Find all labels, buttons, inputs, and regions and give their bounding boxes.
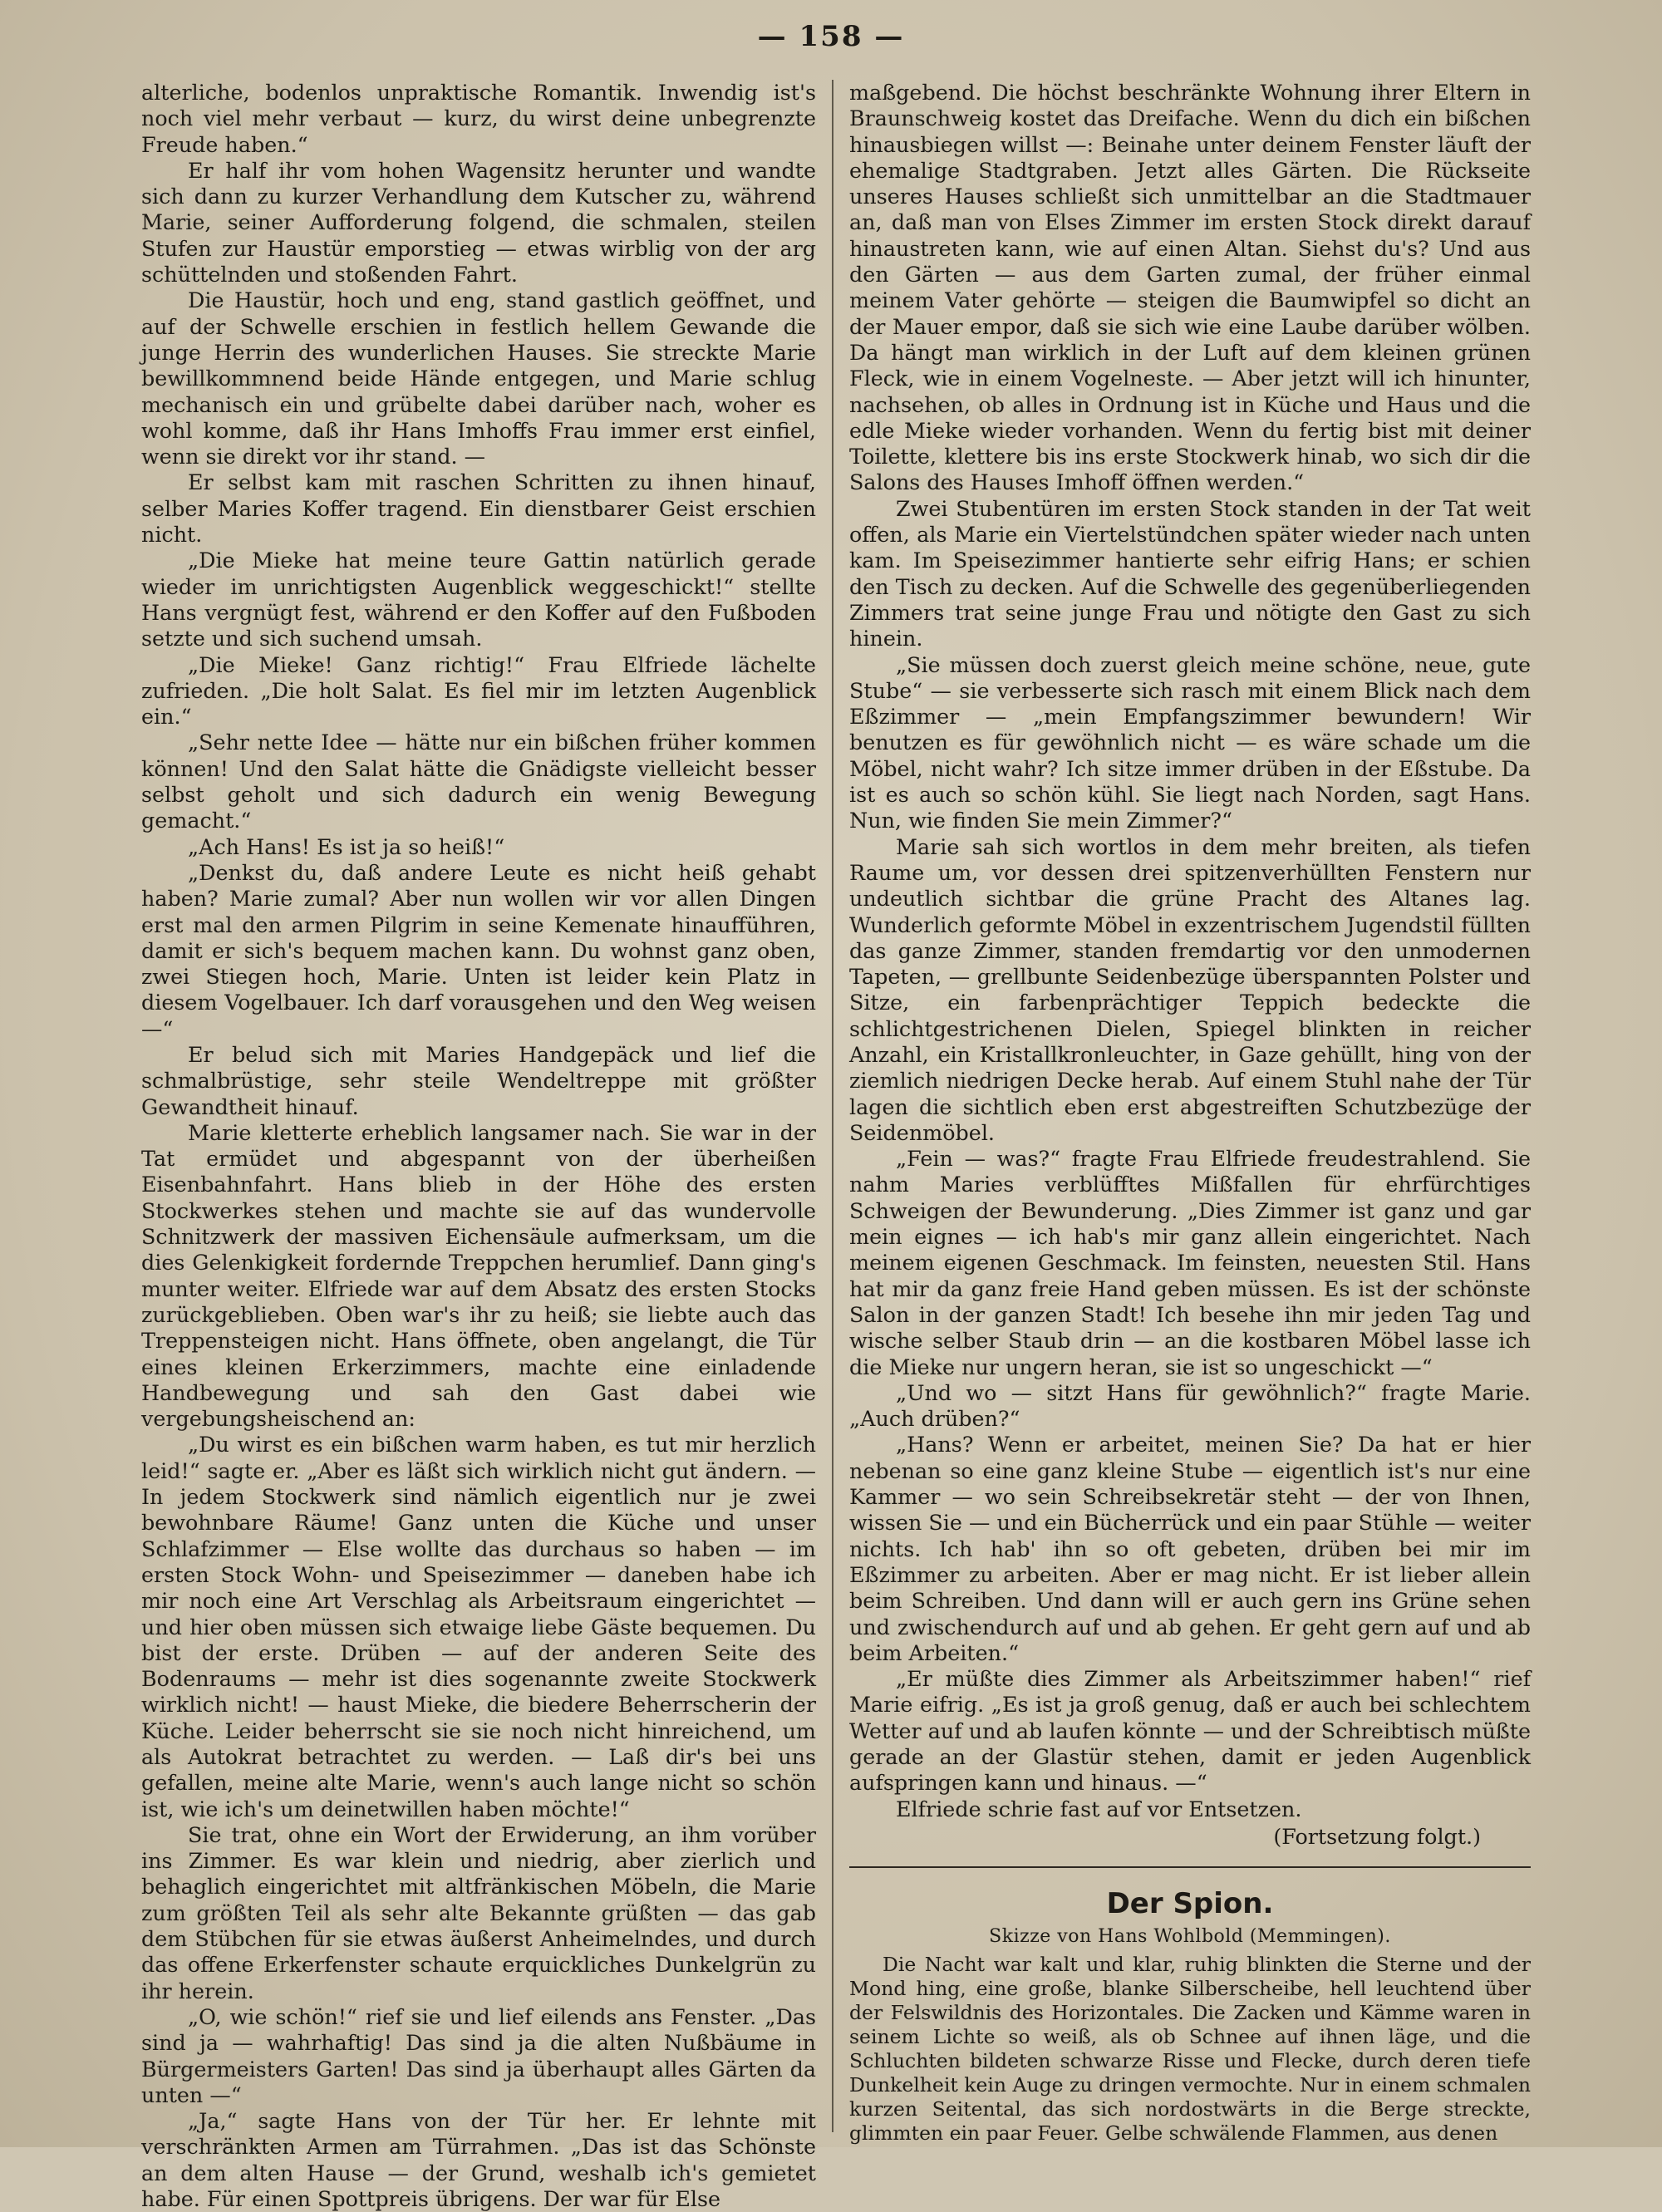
paragraph: „Denkst du, daß andere Leute es nicht heiß gehabt haben? Marie zumal? Aber nun wollen wir vor allen Dingen erst mal den armen Pilgrim in seine Kemenate hinaufführen, damit er sich's bequem machen kann. Du wohnst ganz oben, zwei Stiegen hoch, Marie. Unten ist leider kein Platz in diesem Vogelbauer. Ich darf vorausgehen und den Weg weisen —“ bbox=[141, 859, 816, 1041]
paragraph: Er selbst kam mit raschen Schritten zu ihnen hinauf, selber Maries Koffer tragend. Ein dienstbarer Geist erschien nicht. bbox=[141, 469, 816, 548]
paragraph: „Die Mieke! Ganz richtig!“ Frau Elfriede lächelte zufrieden. „Die holt Salat. Es fiel mir im letzten Augenblick ein.“ bbox=[141, 651, 816, 730]
paragraph: Marie kletterte erheblich langsamer nach. Sie war in der Tat ermüdet und abgespannt von der überheißen Eisenbahnfahrt. Hans blieb in der Höhe des ersten Stockwerkes stehen und machte sie auf das wundervolle Schnitzwerk der massiven Eichensäule aufmerksam, um die dies Gelenkigkeit fordernde Treppchen herumlief. Dann ging's munter weiter. Elfriede war auf dem Absatz des ersten Stocks zurückgeblieben. Oben war's ihr zu heiß; sie liebte auch das Treppensteigen nicht. Hans öffnete, oben angelangt, die Tür eines kleinen Erkerzimmers, machte eine einladende Handbewegung und sah den Gast dabei wie vergebungsheischend an: bbox=[141, 1119, 816, 1432]
paragraph: „Sehr nette Idee — hätte nur ein bißchen früher kommen können! Und den Salat hätte die Gnädigste vielleicht besser selbst geholt und sich dadurch ein wenig Bewegung gemacht.“ bbox=[141, 730, 816, 833]
paragraph: Sie trat, ohne ein Wort der Erwiderung, an ihm vorüber ins Zimmer. Es war klein und niedrig, aber zierlich und behaglich eingerichtet mit altfränkischen Möbeln, die Marie zum größten Teil als sehr alte Bekannte grüßten — das gab dem Stübchen für sie etwas äußerst Anheimelndes, und durch das offene Erkerfenster schaute erquickliches Dunkelgrün zu ihr herein. bbox=[141, 1821, 816, 2003]
paragraph: Marie sah sich wortlos in dem mehr breiten, als tiefen Raume um, vor dessen drei spitzenverhüllten Fenstern nur undeutlich sichtbar die grüne Pracht des Altanes lag. Wunderlich geformte Möbel in exzentrischem Jugendstil füllten das ganze Zimmer, standen fremdartig vor den unmodernen Tapeten, — grellbunte Seidenbezüge überspannten Polster und Sitze, ein farbenprächtiger Teppich bedeckte die schlichtgestrichenen Dielen, Spiegel blinkten in reicher Anzahl, ein Kristallkronleuchter, in Gaze gehüllt, hing von der ziemlich niedrigen Decke herab. Auf einem Stuhl nahe der Tür lagen die sichtlich eben erst abgestreiften Schutzbezüge der Seidenmöbel. bbox=[849, 833, 1531, 1145]
paragraph: „Die Mieke hat meine teure Gattin natürlich gerade wieder im unrichtigsten Augenblick weggeschickt!“ stellte Hans vergnügt fest, während er den Koffer auf den Fußboden setzte und sich suchend umsah. bbox=[141, 548, 816, 651]
continued-note: (Fortsetzung folgt.) bbox=[1273, 1823, 1481, 1849]
paragraph: Zwei Stubentüren im ersten Stock standen in der Tat weit offen, als Marie ein Viertelstündchen später wieder nach unten kam. Im Speisezimmer hantierte sehr eifrig Hans; er schien den Tisch zu decken. Auf die Schwelle des gegenüberliegenden Zimmers trat seine junge Frau und nötigte den Gast zu sich hinein. bbox=[849, 495, 1531, 651]
story-title: Der Spion. bbox=[1106, 1887, 1274, 1921]
paragraph: alterliche, bodenlos unpraktische Romantik. Inwendig ist's noch viel mehr verbaut — kurz, du wirst deine unbegrenzte Freude haben.“ bbox=[141, 80, 816, 157]
paragraph: Er belud sich mit Maries Handgepäck und lief die schmalbrüstige, sehr steile Wendeltreppe mit größter Gewandtheit hinauf. bbox=[141, 1041, 816, 1119]
paragraph: „Du wirst es ein bißchen warm haben, es tut mir herzlich leid!“ sagte er. „Aber es läßt sich wirklich nicht gut ändern. — In jedem Stockwerk sind nämlich eigentlich nur je zwei bewohnbare Räume! Ganz unten die Küche und unser Schlafzimmer — Else wollte das durchaus so haben — im ersten Stock Wohn- und Speisezimmer — daneben habe ich mir noch eine Art Verschlag als Arbeitsraum eingerichtet — und hier oben müssen sich etwaige liebe Gäste bequemen. Du bist der erste. Drüben — auf der anderen Seite des Bodenraums — mehr ist dies sogenannte zweite Stockwerk wirklich nicht! — haust Mieke, die biedere Beherrscherin der Küche. Leider beherrscht sie sie noch nicht hinreichend, um als Autokrat betrachtet zu werden. — Laß dir's bei uns gefallen, meine alte Marie, wenn's auch lange nicht so schön ist, wie ich's um deinetwillen haben möchte!“ bbox=[141, 1432, 816, 1821]
story-body bbox=[849, 1953, 1531, 2146]
paragraph: „Hans? Wenn er arbeitet, meinen Sie? Da hat er hier nebenan so eine ganz kleine Stube — eigentlich ist's nur eine Kammer — wo sein Schreibsekretär steht — der von Ihnen, wissen Sie — und ein Bücherrück und ein paar Stühle — weiter nichts. Ich hab' ihn so oft gebeten, drüben bei mir im Eßzimmer zu arbeiten. Aber er mag nicht. Er ist lieber allein beim Schreiben. Und dann will er auch gern ins Grüne sehen und zwischendurch auf und ab gehen. Er geht gern auf und ab beim Arbeiten.“ bbox=[849, 1432, 1531, 1665]
paragraph: „Sie müssen doch zuerst gleich meine schöne, neue, gute Stube“ — sie verbesserte sich rasch mit einem Blick nach dem Eßzimmer — „mein Empfangszimmer bewundern! Wir benutzen es für gewöhnlich nicht — es wäre schade um die Möbel, nicht wahr? Ich sitze immer drüben in der Eßstube. Da ist es auch so schön kühl. Sie liegt nach Norden, sagt Hans. Nun, wie finden Sie mein Zimmer?“ bbox=[849, 651, 1531, 833]
right-column-text bbox=[849, 80, 1531, 1822]
right-column bbox=[849, 80, 1531, 2146]
page-number: — 158 — bbox=[757, 20, 905, 53]
paragraph: Elfriede schrie fast auf vor Entsetzen. bbox=[896, 1796, 1302, 1821]
column-divider bbox=[832, 80, 833, 2132]
paragraph: Er half ihr vom hohen Wagensitz herunter und wandte sich dann zu kurzer Verhandlung dem Kutscher zu, während Marie, seiner Aufforderung folgend, die schmalen, steilen Stufen zur Haustür emporstieg — etwas wirblig von der arg schüttelnden und stoßenden Fahrt. bbox=[141, 157, 816, 288]
story-byline: Skizze von Hans Wohlbold (Memmingen). bbox=[989, 1926, 1391, 1948]
paragraph: „Ja,“ sagte Hans von der Tür her. Er lehnte mit verschränkten Armen am Türrahmen. „Das ist das Schönste an dem alten Hause — der Grund, weshalb ich's gemietet habe. Für einen Spottpreis übrigens. Der war für Else bbox=[141, 2108, 816, 2212]
paragraph: „O, wie schön!“ rief sie und lief eilends ans Fenster. „Das sind ja — wahrhaftig! Das sind ja die alten Nußbäume in Bürgermeisters Garten! Das sind ja überhaupt alles Gärten da unten —“ bbox=[141, 2003, 816, 2107]
paragraph: „Und wo — sitzt Hans für gewöhnlich?“ fragte Marie. „Auch drüben?“ bbox=[849, 1379, 1531, 1432]
paragraph: „Fein — was?“ fragte Frau Elfriede freudestrahlend. Sie nahm Maries verblüfftes Mißfallen für ehrfürchtiges Schweigen der Bewunderung. „Dies Zimmer ist ganz und gar mein eignes — ich hab's mir ganz allein eingerichtet. Nach meinem eigenen Geschmack. Im feinsten, neuesten Stil. Hans hat mir da ganz freie Hand geben müssen. Es ist der schönste Salon in der ganzen Stadt! Ich besehe ihn mir jeden Tag und wische selber Staub drin — an die kostbaren Möbel lasse ich die Mieke nur ungern heran, sie ist so ungeschickt —“ bbox=[849, 1146, 1531, 1379]
left-column bbox=[141, 80, 816, 2212]
paragraph: „Ach Hans! Es ist ja so heiß!“ bbox=[188, 833, 505, 859]
paragraph: Die Haustür, hoch und eng, stand gastlich geöffnet, und auf der Schwelle erschien in festlich hellem Gewande die junge Herrin des wunderlichen Hauses. Sie streckte Marie bewillkommnend beide Hände entgegen, und Marie schlug mechanisch ein und grübelte dabei darüber nach, woher es wohl komme, daß ihr Hans Imhoffs Frau immer erst einfiel, wenn sie direkt vor ihr stand. — bbox=[141, 288, 816, 469]
paragraph: maßgebend. Die höchst beschränkte Wohnung ihrer Eltern in Braunschweig kostet das Dreifache. Wenn du dich ein bißchen hinausbiegen willst —: Beinahe unter deinem Fenster läuft der ehemalige Stadtgraben. Jetzt alles Gärten. Die Rückseite unseres Hauses schließt sich unmittelbar an die Stadtmauer an, daß man von Elses Zimmer im ersten Stock direkt darauf hinaustreten kann, wie auf einen Altan. Siehst du's? Und aus den Gärten — aus dem Garten zumal, der früher einmal meinem Vater gehörte — steigen die Baumwipfel so dicht an der Mauer empor, daß sie sich wie eine Laube darüber wölben. Da hängt man wirklich in der Luft auf dem kleinen grünen Fleck, wie in einem Vogelneste. — Aber jetzt will ich hinunter, nachsehen, ob alles in Ordnung ist in Küche und Haus und die edle Mieke wieder vorhanden. Wenn du fertig bist mit deiner Toilette, klettere bis ins erste Stockwerk hinab, wo sich dir die Salons des Hauses Imhoff öffnen werden.“ bbox=[849, 80, 1531, 495]
story-separator bbox=[849, 1866, 1531, 1868]
paragraph: „Er müßte dies Zimmer als Arbeitszimmer haben!“ rief Marie eifrig. „Es ist ja groß genug, daß er auch bei schlechtem Wetter auf und ab laufen könnte — und der Schreibtisch müßte gerade an der Glastür stehen, damit er jeden Augenblick aufspringen kann und hinaus. —“ bbox=[849, 1666, 1531, 1796]
story-paragraph: Die Nacht war kalt und klar, ruhig blinkten die Sterne und der Mond hing, eine große, blanke Silberscheibe, hell leuchtend über der Felswildnis des Horizontales. Die Zacken und Kämme waren in seinem Lichte so weiß, als ob Schnee auf ihnen läge, und die Schluchten bildeten schwarze Risse und Flecke, durch deren tiefe Dunkelheit kein Auge zu dringen vermochte. Nur in einem schmalen kurzen Seitental, das sich nordostwärts in die Berge streckte, glimmten ein paar Feuer. Gelbe schwälende Flammen, aus denen bbox=[849, 1953, 1531, 2146]
